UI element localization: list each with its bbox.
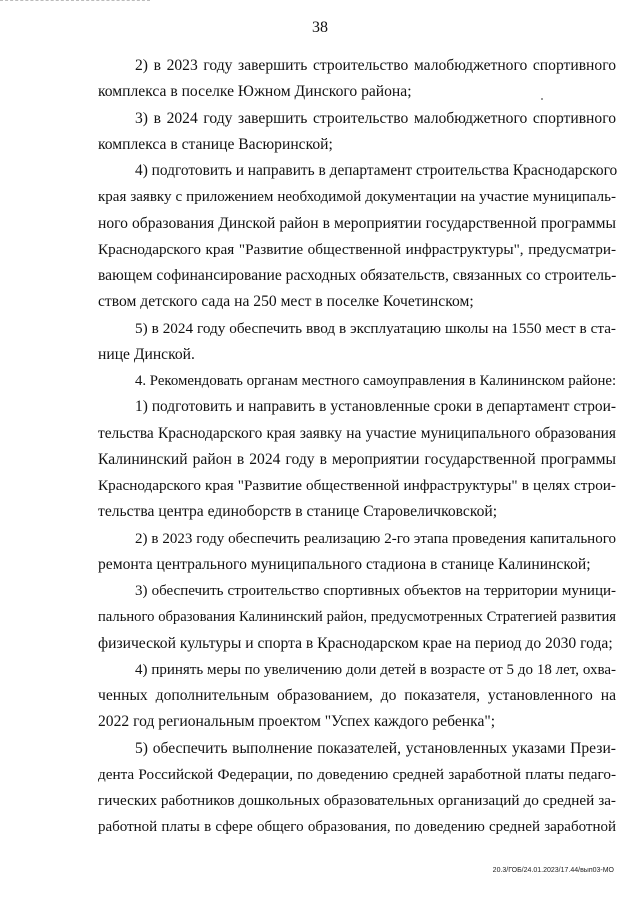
text-line: пального образования Калининский район, предусмотренных Стратегией развития <box>98 609 616 625</box>
text-line: 2022 год региональным проектом "Успех каждого ребенка"; <box>98 713 496 730</box>
page-number: 38 <box>312 19 328 36</box>
text-line: вающем софинансирование расходных обязательств, связанных со строитель- <box>98 267 617 284</box>
text-line: работной платы в сфере общего образования, по доведению средней заработной <box>98 819 616 835</box>
text-line: 3) обеспечить строительство спортивных объектов на территории муници- <box>135 583 616 599</box>
text-line: гических работников дошкольных образовательных организаций до средней за- <box>98 792 616 809</box>
text-line: Краснодарского края "Развитие общественной инфраструктуры", предусматри- <box>98 241 616 258</box>
text-line: Краснодарского края "Развитие общественной инфраструктуры" в целях строи- <box>98 477 616 494</box>
text-line: 1) подготовить и направить в установленные сроки в департамент строи- <box>135 398 616 415</box>
text-line: 4) подготовить и направить в департамент строительства Краснодарского <box>135 162 618 179</box>
section-heading-line: 4. Рекомендовать органам местного самоуправления в Калининском районе: <box>135 373 617 389</box>
top-edge-rule <box>0 0 150 2</box>
text-line: физической культуры и спорта в Краснодарском крае на период до 2030 года; <box>98 635 613 652</box>
text-line: 2) в 2023 году завершить строительство малобюджетного спортивного <box>135 57 616 74</box>
text-line: 5) в 2024 году обеспечить ввод в эксплуатацию школы на 1550 мест в ста- <box>135 320 616 337</box>
text-line: края заявку с приложением необходимой документации на участие муниципаль- <box>98 189 616 205</box>
text-line: ного образования Динской район в мероприятии государственной программы <box>98 215 616 232</box>
text-line: 4) принять меры по увеличению доли детей в возрасте от 5 до 18 лет, охва- <box>135 662 616 678</box>
text-line: комплекса в станице Васюринской; <box>98 136 333 153</box>
text-line: тельства Краснодарского края заявку на участие муниципального образования <box>98 425 616 442</box>
text-line: 2) в 2023 году обеспечить реализацию 2-го этапа проведения капитального <box>135 531 616 547</box>
text-line: нице Динской. <box>98 346 195 363</box>
footer-code: 20.3/ГОБ/24.01.2023/17.44/вып03-МО <box>492 867 614 874</box>
text-line: тельства центра единоборств в станице Старовеличковской; <box>98 503 498 520</box>
text-line: 5) обеспечить выполнение показателей, установленных указами Прези- <box>135 740 616 757</box>
text-line: ремонта центрального муниципального стадиона в станице Калининской; <box>98 556 591 573</box>
text-line: дента Российской Федерации, по доведению средней заработной платы педаго- <box>98 766 616 783</box>
text-line: комплекса в поселке Южном Динского района; <box>98 83 412 100</box>
text-line: ством детского сада на 250 мест в поселке Кочетинском; <box>98 293 474 310</box>
text-line: Калининский район в 2024 году в мероприятии государственной программы <box>98 451 616 468</box>
text-line: 3) в 2024 году завершить строительство малобюджетного спортивного <box>135 110 616 127</box>
text-line: ченных дополнительным образованием, до показателя, установленного на <box>98 687 616 704</box>
